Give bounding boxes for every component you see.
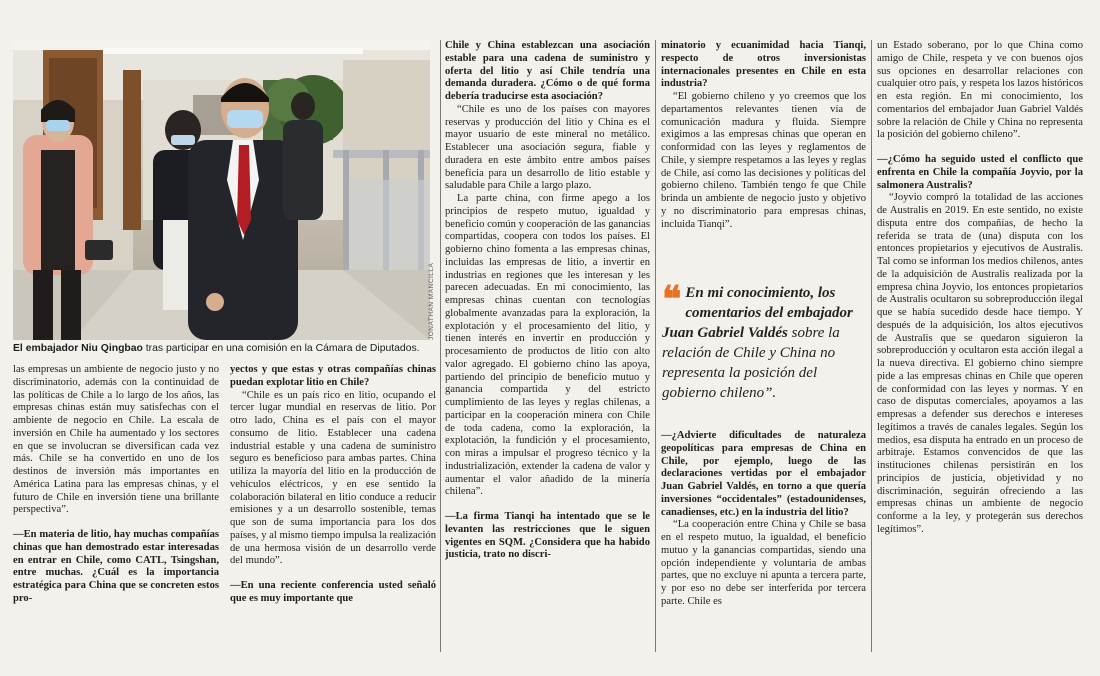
question-continued: yectos y que estas y otras compañías chinas puedan explotar litio en Chile? — [230, 364, 436, 388]
paragraph: La parte china, con firme apego a los principios de respeto mutuo, igualdad y beneficio común y cooperación de las ganancias compartidas, coopera con todos los países. El gobierno chino fomenta a las empresas chinas, incluidas las empresas de litio, a invertir en industrias en regiones que les interesan y les parecen adecuadas. En mi conocimiento, las empresas chinas cuentan con tecnologías globalmente avanzadas para la exploración, la explotación y el procesamiento del litio, y tienen interés en invertir en producción y procesamiento de productos de litio con alto valor agregado. El gobierno chino las apoya, partiendo del principio de beneficio mutuo y ganancia compartida y del estricto cumplimiento de las leyes y reglas chilenas, a participar en la cooperación minera con Chile de toda cadena, como la exploración, la explotación, la fundición y el procesamiento, con miras a impulsar el progreso técnico y la industrialización, extender la cadena de valor y aumentar el valor añadido de la minería chilena”. — [445, 193, 650, 498]
column-3 — [445, 40, 650, 655]
caption-text: tras participar en una comisión en la Cámara de Diputados. — [142, 343, 420, 354]
paragraph: “La cooperación entre China y Chile se basa en el respeto mutuo, la igualdad, el beneficio mutuo y la ganancias compartidas, siendo una opción independiente y voluntaria de ambas partes, que no excluye ni apunta a tercera parte, y por eso no debe ser interferida por tercera parte. Chile es — [661, 519, 866, 607]
photo-illustration — [13, 40, 430, 340]
pull-quote — [662, 278, 872, 403]
photo-credit: JONATHAN MANCILLA — [428, 262, 435, 340]
article-photo — [13, 40, 430, 340]
question: —En una reciente conferencia usted señaló que es muy importante que — [230, 580, 436, 604]
column-1-bottom — [13, 364, 219, 654]
paragraph: “El gobierno chileno y yo creemos que los departamentos relevantes tienen vía de comunicación madura y fluida. Siempre exigimos a las empresas chinas que operan en conformidad con las leyes y reglamentos de Chile, y siempre respetamos a las leyes y reglas de Chile, así como las decisiones y políticas del gobierno chileno. También tengo fe que Chile brinda un ambiente de negocio justo y objetivo y no discriminatorio para empresas chinas, incluida Tianqi”. — [661, 91, 866, 230]
paragraph: “Chile es uno de los países con mayores reservas y producción del litio y China es el mayor usuario de este mineral no metálico. Establecer una asociación segura, fiable y duradera en este ámbito entre ambos países beneficia para un desarrollo de litio estable y saludable para Chile a largo plazo. — [445, 103, 650, 192]
question-continued: minatorio y ecuanimidad hacia Tianqi, respecto de otros inversionistas internacionales presentes en Chile en esta industria? — [661, 40, 866, 90]
column-5 — [877, 40, 1083, 655]
paragraph: “Chile es un país rico en litio, ocupando el tercer lugar mundial en reservas de litio. Por otro lado, China es el país con el mayor consumo de litio. Establecer una cadena industrial estable y una cadena de suministro seguro es beneficioso para ambas partes. China utiliza la mayoría del litio en la producción de vehículos eléctricos, y en ese sentido la colaboración bilateral en litio conduce a reducir emisiones y a un desarrollo sostenible, temas que son de suma importancia para los dos países, y al mismo tiempo impulsa la realización de una hermosa visión de un desarrollo verde del mundo”. — [230, 389, 436, 567]
paragraph: las empresas un ambiente de negocio justo y no discriminatorio, además con la continuidad de las políticas de Chile a lo largo de los años, las empresas chinas están muy satisfechas con el ambiente de negocio en Chile. La escala de inversión en Chile ha aumentado y los sectores en que se involucran se diversifican cada vez más. Chile se ha convertido en uno de los destinos de inversión más importantes en América Latina para las empresas chinas, y el futuro de Chile en inversión tiene una brillante perspectiva”. — [13, 364, 219, 516]
column-2-bottom — [230, 364, 436, 654]
paragraph: un Estado soberano, por lo que China como amigo de Chile, respeta y ve con buenos ojos sus opciones en desarrollar relaciones con cualquier otro país, y respeta los lazos históricos en esta región. En mi conocimiento, los comentarios del embajador Juan Gabriel Valdés sobre la relación de Chile y China no representa la posición del gobierno chileno”. — [877, 40, 1083, 141]
column-4-bottom — [661, 430, 866, 655]
quote-mark-icon: ❝ — [662, 278, 682, 320]
column-divider — [871, 40, 872, 652]
question: —¿Advierte dificultades de naturaleza geopolíticas para empresas de China en Chile, por ejemplo, luego de las declaraciones vertidas por el embajador Juan Gabriel Valdés, en torno a que quería inversiones “occidentales” (estadounidenses, canadienses, etc.) en la industria del litio? — [661, 430, 866, 518]
question: —La firma Tianqi ha intentado que se le levanten las restricciones que le siguen vigentes en SQM. ¿Considera que ha habido justicia, trato no discri- — [445, 511, 650, 561]
question: —En materia de litio, hay muchas compañías chinas que han demostrado estar interesadas en entrar en Chile, como CATL, Tsingshan, entre muchas. ¿Cuál es la importancia estratégica para China que se concreten estos pro- — [13, 529, 219, 604]
question-continued: Chile y China establezcan una asociación estable para una cadena de suministro y oferta del litio y así Chile tendría una demanda duradera. ¿Cómo o de qué forma debería traducirse esta asociación? — [445, 40, 650, 102]
pull-quote-text: sobre la relación de Chile y China no representa la posición del gobierno chileno”. — [662, 325, 840, 401]
question: —¿Cómo ha seguido usted el conflicto que enfrenta en Chile la compañía Joyvio, por la salmonera Australis? — [877, 154, 1083, 191]
column-divider — [655, 40, 656, 652]
pull-quote-bold: En mi conocimiento, los comentarios del embajador Juan Gabriel Valdés — [662, 285, 853, 341]
photo-caption — [13, 342, 453, 355]
column-4-top — [661, 40, 866, 265]
paragraph: “Joyvio compró la totalidad de las acciones de Australis en 2019. En este sentido, no existe disputa entre dos compañías, de hecho la referida se trata de (una) disputa con los entonces propietarios y ejecutivos de Australis. Tal como se informan los medios chilenos, antes de la adquisición de Australis realizada por la empresa china Joyvio, los entonces propietarios de Australis ocultaron su sobreproducción ilegal que se había sucedido desde hace tiempo. Y después de la adquisición, los altos ejecutivos de Australis que se quedaron siguieron la sobreproducción y ocultaron esta acción ilegal a la nueva directiva. El gobierno chino siempre pide a las empresas chinas en Chile que operen de conformidad con las leyes y normas. Y en caso de disputas comerciales, apoyamos a las empresas a defender sus derechos e intereses legítimos a través de canales legales. Según los medios, esa disputa ha entrado en un proceso de arbitraje. Estamos convencidos de que las instituciones chilenas persistirán en los principios de justicia, objetividad y no discriminación, seguirán ofreciendo a las empresas chinas un ambiente de negocio conforme a la ley, y protegerán sus derechos legítimos”. — [877, 192, 1083, 535]
column-divider — [440, 40, 441, 652]
caption-name: El embajador Niu Qingbao — [13, 343, 143, 354]
